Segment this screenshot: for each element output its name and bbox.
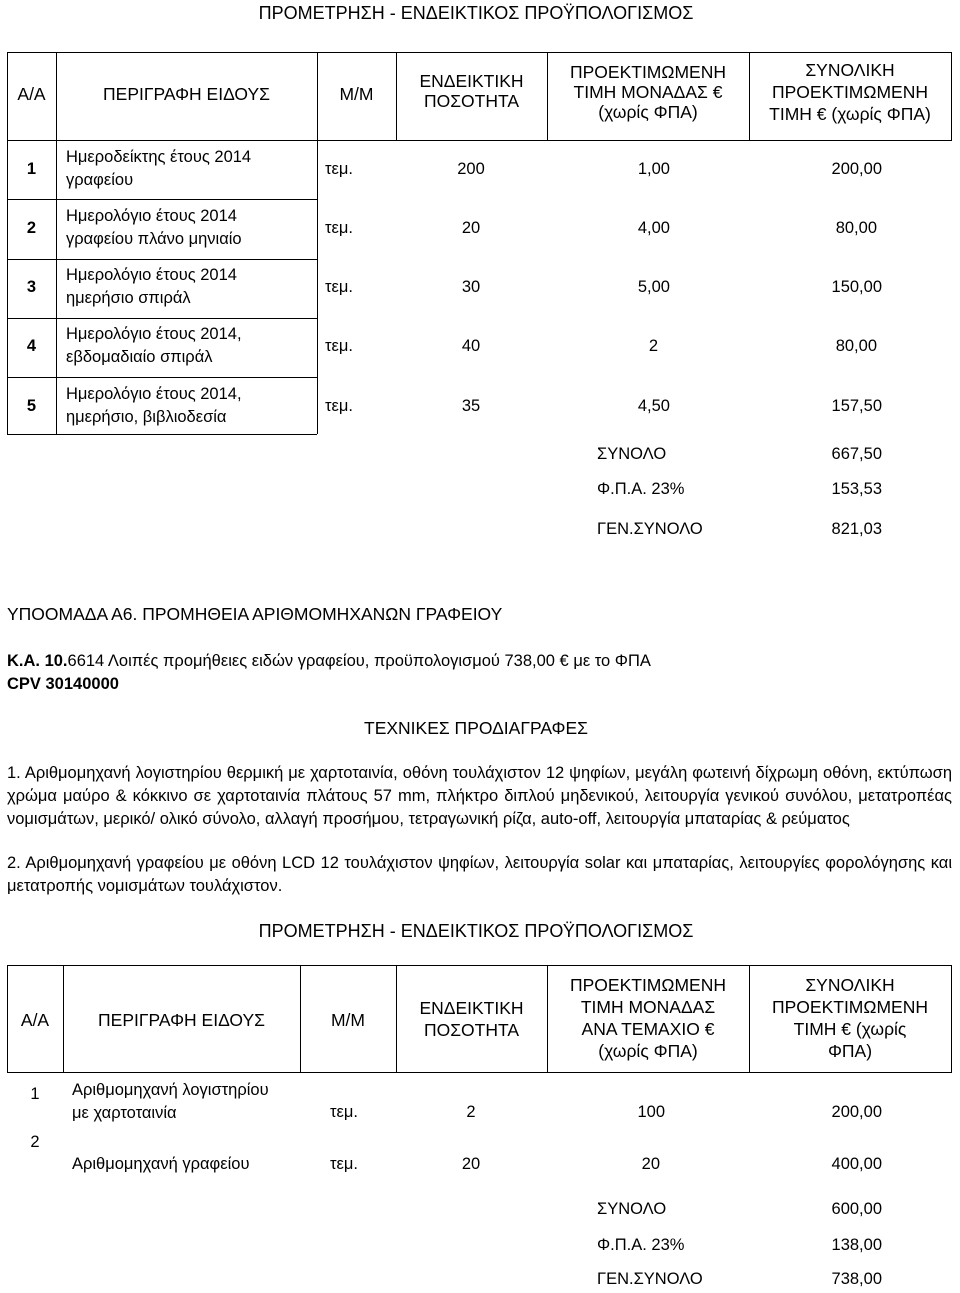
table2-header-price: ΠΡΟΕΚΤΙΜΩΜΕΝΗ ΤΙΜΗ ΜΟΝΑΔΑΣ ΑΝΑ ΤΕΜΑΧΙΟ € (χωρίς ΦΠΑ) bbox=[569, 975, 726, 1061]
row-total: 80,00 bbox=[835, 219, 877, 237]
table2-header-unit: Μ/Μ bbox=[330, 1010, 366, 1030]
row-description: Ημερολόγιο έτους 2014, ημερήσιο, βιβλιοδεσία bbox=[66, 385, 242, 426]
row-number: 2 bbox=[30, 1133, 40, 1151]
row-unit: τεμ. bbox=[330, 1103, 358, 1121]
row-total: 80,00 bbox=[835, 337, 877, 355]
summary-label: ΣΥΝΟΛΟ bbox=[597, 1200, 667, 1218]
row-unit-price: 5,00 bbox=[637, 278, 670, 296]
row-total: 200,00 bbox=[831, 160, 882, 178]
row-number: 1 bbox=[26, 160, 37, 178]
table1-header-qty: ΕΝΔΕΙΚΤΙΚΗ ΠΟΣΟΤΗΤΑ bbox=[419, 71, 524, 111]
row-quantity: 2 bbox=[466, 1103, 476, 1121]
summary-value: 138,00 bbox=[831, 1236, 882, 1254]
row-description: Ημερολόγιο έτους 2014 ημερήσιο σπιράλ bbox=[66, 266, 237, 307]
table1-header-price: ΠΡΟΕΚΤΙΜΩΜΕΝΗ ΤΙΜΗ ΜΟΝΑΔΑΣ € (χωρίς ΦΠΑ) bbox=[569, 62, 726, 122]
table1-row-divider bbox=[7, 377, 317, 378]
subgroup-heading: ΥΠΟΟΜΑΔΑ Α6. ΠΡΟΜΗΘΕΙΑ ΑΡΙΘΜΟΜΗΧΑΝΩΝ ΓΡΑΦΕΙΟΥ bbox=[7, 604, 503, 624]
row-description: Αριθμομηχανή λογιστηρίου με χαρτοταινία bbox=[72, 1081, 269, 1122]
summary-label: ΓΕΝ.ΣΥΝΟΛΟ bbox=[597, 1270, 703, 1288]
row-unit-price: 1,00 bbox=[637, 160, 670, 178]
row-unit-price: 4,50 bbox=[637, 397, 670, 415]
row-number: 4 bbox=[26, 337, 37, 355]
row-total: 157,50 bbox=[831, 397, 882, 415]
row-unit: τεμ. bbox=[325, 278, 353, 296]
row-total: 150,00 bbox=[831, 278, 882, 296]
row-unit-price: 20 bbox=[641, 1155, 660, 1173]
table2-header-border bbox=[7, 1072, 952, 1073]
summary-value: 667,50 bbox=[831, 445, 882, 463]
summary-value: 821,03 bbox=[831, 520, 882, 538]
table1-header-border bbox=[7, 140, 952, 141]
row-unit: τεμ. bbox=[330, 1155, 358, 1173]
table1-header-description: ΠΕΡΙΓΡΑΦΗ ΕΙΔΟΥΣ bbox=[103, 84, 270, 104]
summary-label: Φ.Π.Α. 23% bbox=[597, 480, 685, 498]
row-unit: τεμ. bbox=[325, 397, 353, 415]
row-number: 1 bbox=[30, 1085, 40, 1103]
cpv-code: CPV 30140000 bbox=[7, 675, 119, 693]
summary-label: ΣΥΝΟΛΟ bbox=[597, 445, 667, 463]
table1-bottom-border bbox=[7, 434, 317, 435]
table1-row-divider bbox=[7, 318, 317, 319]
table2-header-description: ΠΕΡΙΓΡΑΦΗ ΕΙΔΟΥΣ bbox=[98, 1010, 265, 1030]
row-number: 3 bbox=[26, 278, 37, 296]
row-description: Ημερολόγιο έτους 2014, εβδομαδιαίο σπιράλ bbox=[66, 325, 242, 366]
summary-value: 738,00 bbox=[831, 1270, 882, 1288]
table1-header-total: ΣΥΝΟΛΙΚΗ ΠΡΟΕΚΤΙΜΩΜΕΝΗ ΤΙΜΗ € (χωρίς ΦΠΑ) bbox=[769, 60, 931, 124]
row-unit-price: 100 bbox=[637, 1103, 665, 1121]
spec-item-1: 1. Αριθμομηχανή λογιστηρίου θερμική με χαρτοταινία, οθόνη τουλάχιστον 12 ψηφίων, μεγάλη φωτεινή δίχρωμη οθόνη, εκτύπωση χρώμα μαύρο & κόκκινο σε χαρτοταινία πλάτους 57 mm, πλήκτρο διπλού μηδενικού, λειτουργία γενικού συνόλου, μετατροπέας νομισμάτων, μερικό/ ολικό σύνολο, αλλαγή προσήμου, τετραγωνική ρίζα, auto-off, λειτουργία μπαταρίας & ρεύματος bbox=[7, 764, 952, 828]
row-unit: τεμ. bbox=[325, 337, 353, 355]
row-number: 5 bbox=[26, 397, 37, 415]
row-quantity: 20 bbox=[461, 1155, 481, 1173]
table1-col-border bbox=[56, 52, 57, 434]
budget-code-line: Κ.Α. 10.6614 Λοιπές προμήθειες ειδών γραφείου, προϋπολογισμού 738,00 € με το ΦΠΑ bbox=[7, 652, 651, 670]
row-quantity: 35 bbox=[461, 397, 481, 415]
spec-title: ΤΕΧΝΙΚΕΣ ΠΡΟΔΙΑΓΡΑΦΕΣ bbox=[364, 718, 588, 738]
summary-label: Φ.Π.Α. 23% bbox=[597, 1236, 685, 1254]
row-total: 400,00 bbox=[831, 1155, 882, 1173]
table1-title: ΠΡΟΜΕΤΡΗΣΗ - ΕΝΔΕΙΚΤΙΚΟΣ ΠΡΟΫΠΟΛΟΓΙΣΜΟΣ bbox=[258, 3, 694, 23]
row-unit-price: 2 bbox=[648, 337, 658, 355]
row-quantity: 30 bbox=[461, 278, 481, 296]
row-quantity: 20 bbox=[461, 219, 481, 237]
table2-header-total: ΣΥΝΟΛΙΚΗ ΠΡΟΕΚΤΙΜΩΜΕΝΗ ΤΙΜΗ € (χωρίς ΦΠΑ) bbox=[771, 975, 928, 1061]
table2-header-aa: Α/Α bbox=[20, 1010, 50, 1030]
table2-col-border bbox=[951, 965, 952, 1073]
row-description: Ημεροδείκτης έτους 2014 γραφείου bbox=[66, 148, 252, 189]
table1-header-aa: Α/Α bbox=[17, 84, 46, 104]
table1-row-divider bbox=[7, 259, 317, 260]
summary-label: ΓΕΝ.ΣΥΝΟΛΟ bbox=[597, 520, 703, 538]
row-quantity: 200 bbox=[457, 160, 485, 178]
row-unit: τεμ. bbox=[325, 160, 353, 178]
row-description: Αριθμομηχανή γραφείου bbox=[72, 1155, 250, 1173]
row-description: Ημερολόγιο έτους 2014 γραφείου πλάνο μηνιαίο bbox=[66, 207, 242, 248]
row-total: 200,00 bbox=[831, 1103, 882, 1121]
table1-top-border bbox=[7, 52, 952, 53]
table1-row-divider bbox=[7, 199, 317, 200]
row-quantity: 40 bbox=[461, 337, 481, 355]
summary-value: 153,53 bbox=[831, 480, 882, 498]
spec-item-2: 2. Αριθμομηχανή γραφείου με οθόνη LCD 12 τουλάχιστον ψηφίων, λειτουργία solar και μπαταρίας, λειτουργίες φορολόγησης και μετατροπής νομισμάτων τουλάχιστον. bbox=[7, 854, 952, 895]
table2-title: ΠΡΟΜΕΤΡΗΣΗ - ΕΝΔΕΙΚΤΙΚΟΣ ΠΡΟΫΠΟΛΟΓΙΣΜΟΣ bbox=[258, 921, 694, 941]
row-unit: τεμ. bbox=[325, 219, 353, 237]
table1-col-border bbox=[951, 52, 952, 140]
table1-col-border bbox=[7, 52, 8, 434]
row-unit-price: 4,00 bbox=[637, 219, 670, 237]
table1-col-border bbox=[317, 52, 318, 434]
table1-header-unit: Μ/Μ bbox=[339, 84, 374, 104]
table2-header-qty: ΕΝΔΕΙΚΤΙΚΗ ΠΟΣΟΤΗΤΑ bbox=[419, 998, 524, 1040]
row-number: 2 bbox=[26, 219, 37, 237]
summary-value: 600,00 bbox=[831, 1200, 882, 1218]
table2-top-border bbox=[7, 965, 952, 966]
